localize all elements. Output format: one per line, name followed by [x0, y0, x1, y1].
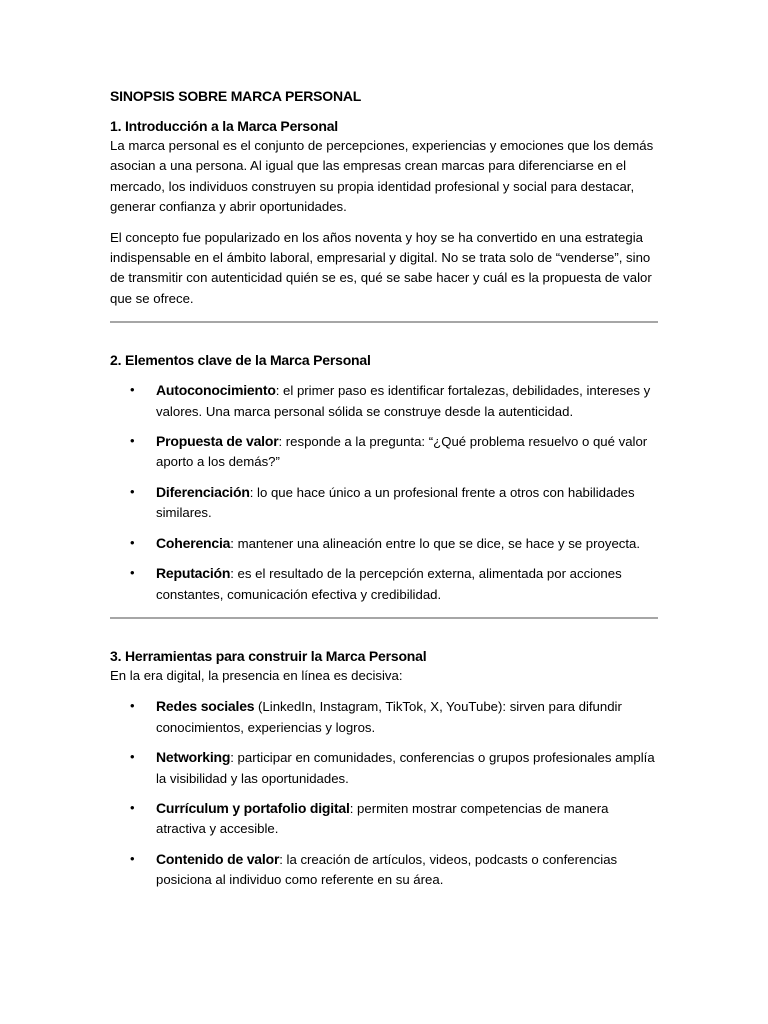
bullet-icon: • — [130, 565, 135, 581]
list-item-text: : lo que hace único a un profesional frente a otros con habilidades similares. — [156, 484, 635, 521]
list-item-term: Autoconocimiento — [156, 382, 276, 399]
bullet-icon: • — [130, 850, 135, 866]
list-item-text: : es el resultado de la percepción externa, alimentada por acciones constantes, comunicación efectiva y credibilidad. — [156, 566, 622, 602]
list-item-term: Currículum y portafolio digital — [156, 799, 350, 816]
list-item — [110, 380, 658, 422]
bullet-icon: • — [130, 749, 135, 765]
list-item — [110, 533, 658, 554]
section-intro: En la era digital, la presencia en línea es decisiva: — [110, 667, 403, 683]
document-title: SINOPSIS SOBRE MARCA PERSONAL — [110, 88, 362, 104]
list-item-term: Networking — [156, 749, 231, 766]
list-item-term: Propuesta de valor — [156, 433, 279, 450]
bullet-icon: • — [130, 433, 135, 449]
list-item-text: : mantener una alineación entre lo que se dice, se hace y se proyecta. — [230, 535, 641, 551]
list-item-term: Coherencia — [156, 534, 231, 551]
list-item-text: : participar en comunidades, conferencias o grupos profesionales amplía la visibilidad y las oportunidades. — [156, 750, 655, 786]
section-tools — [110, 646, 658, 891]
bullet-list — [110, 696, 658, 890]
bullet-icon: • — [130, 382, 135, 398]
section-key-elements — [110, 350, 658, 605]
section-heading: 1. Introducción a la Marca Personal — [110, 118, 338, 134]
document-page — [110, 86, 658, 891]
bullet-icon: • — [130, 534, 135, 550]
bullet-icon: • — [130, 698, 135, 714]
section-divider — [110, 617, 658, 619]
list-item — [110, 849, 658, 891]
list-item-term: Diferenciación — [156, 483, 250, 500]
list-item — [110, 563, 658, 605]
paragraph: La marca personal es el conjunto de percepciones, experiencias y emociones que los demás asocian a una persona. Al igual que las empresas crean marcas para diferenciarse en el mercado, los individuos construyen su propia identidad profesional y social para destacar, generar confianza y abrir oportunidades. — [110, 138, 654, 215]
section-introduction — [110, 116, 658, 309]
list-item — [110, 696, 658, 738]
list-item-text: : permiten mostrar competencias de manera atractiva y accesible. — [156, 800, 609, 837]
list-item-text: (LinkedIn, Instagram, TikTok, X, YouTube): sirven para difundir conocimientos, experiencias y logros. — [156, 699, 622, 735]
list-item — [110, 482, 658, 524]
section-heading: 2. Elementos clave de la Marca Personal — [110, 352, 371, 369]
list-item-term: Redes sociales — [156, 698, 255, 715]
list-item — [110, 798, 658, 840]
bullet-icon: • — [130, 483, 135, 499]
section-heading: 3. Herramientas para construir la Marca Personal — [110, 647, 427, 664]
list-item — [110, 747, 658, 789]
bullet-list — [110, 380, 658, 605]
list-item — [110, 431, 658, 473]
list-item-text: : el primer paso es identificar fortalezas, debilidades, intereses y valores. Una marca personal sólida se construye desde la autenticidad. — [156, 383, 651, 419]
bullet-icon: • — [130, 799, 135, 815]
paragraph: El concepto fue popularizado en los años noventa y hoy se ha convertido en una estrategia indispensable en el ámbito laboral, empresarial y digital. No se trata solo de “venderse”, sino de transmitir con autenticidad quién se es, qué se sabe hacer y cuál es la propuesta de valor que se ofrece. — [110, 229, 652, 306]
list-item-term: Contenido de valor — [156, 850, 280, 867]
list-item-text: : la creación de artículos, videos, podcasts o conferencias posiciona al individuo como referente en su área. — [156, 851, 618, 888]
list-item-text: : responde a la pregunta: “¿Qué problema resuelvo o qué valor aporto a los demás?” — [156, 434, 648, 470]
list-item-term: Reputación — [156, 565, 231, 582]
section-divider — [110, 321, 658, 323]
